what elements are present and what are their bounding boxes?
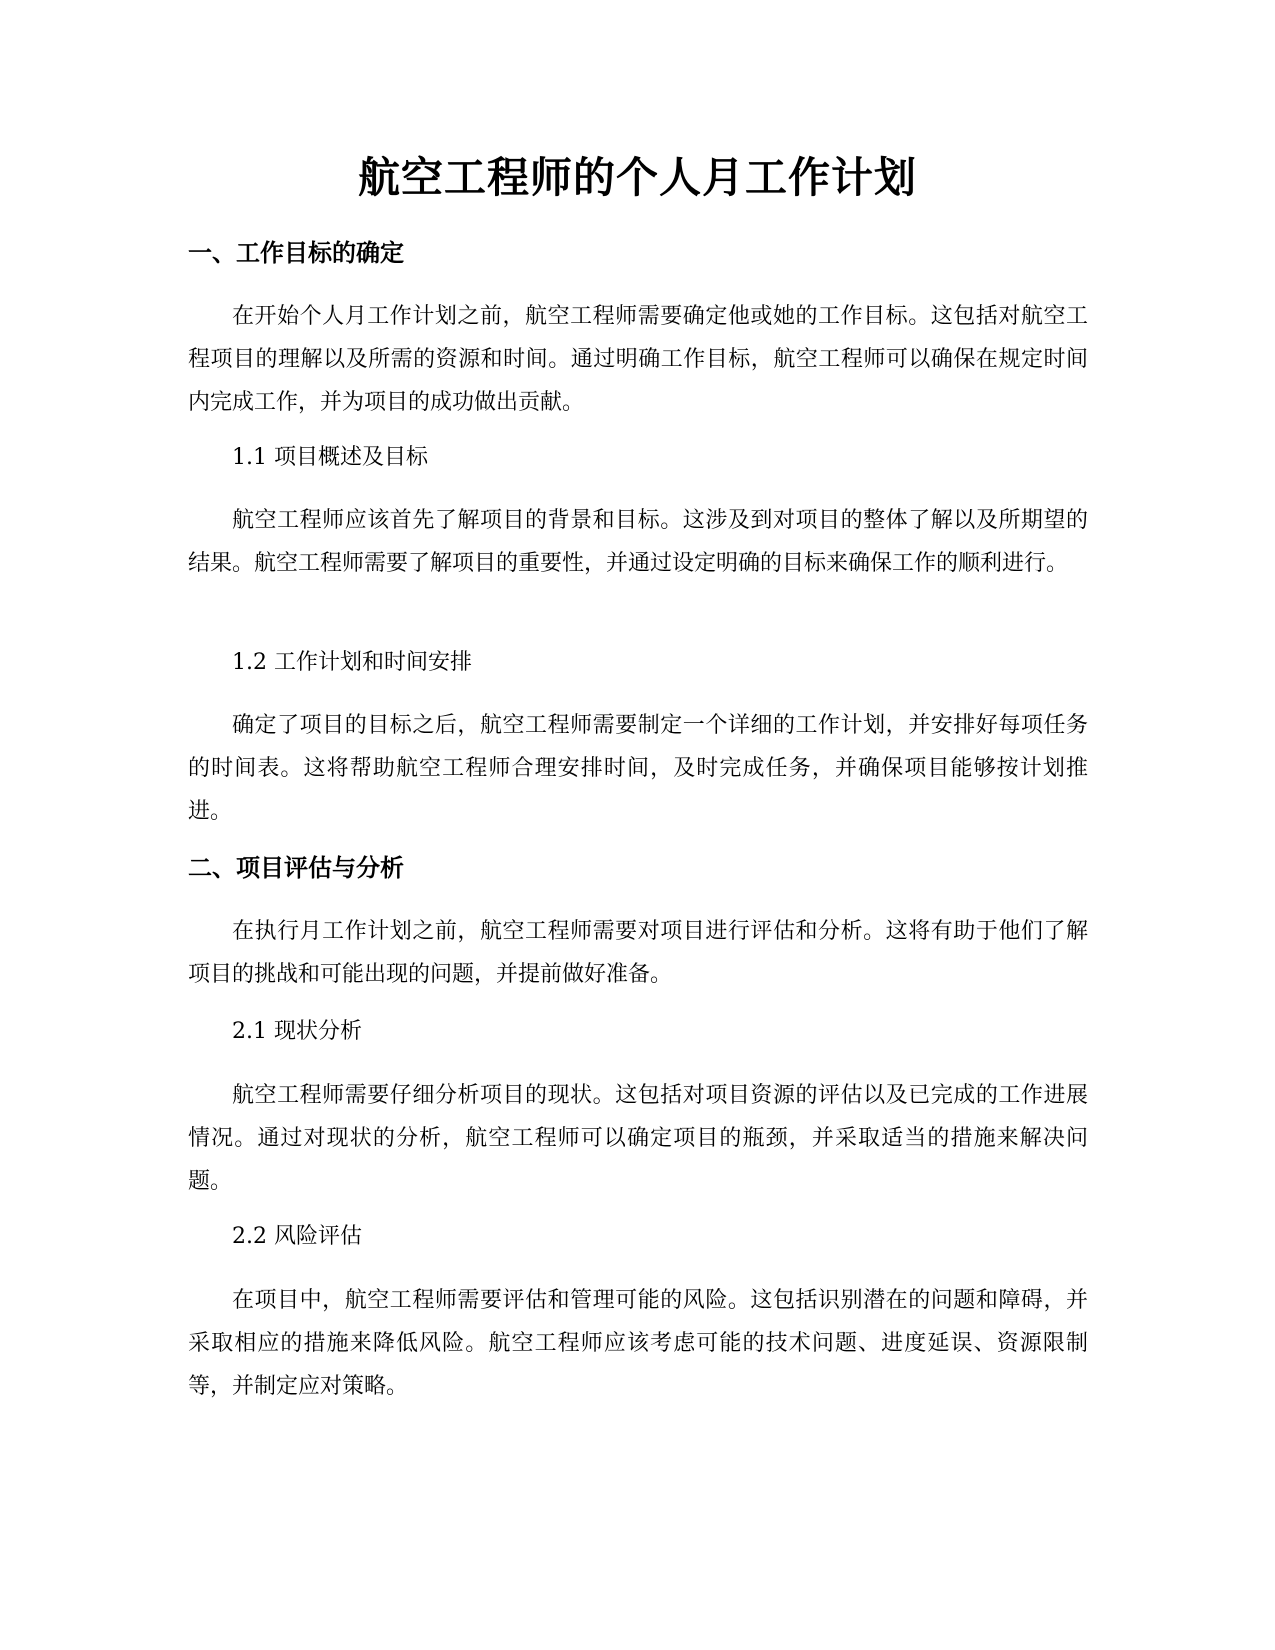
subsection-heading: 1.1 项目概述及目标: [232, 445, 428, 470]
section-intro-paragraph: 在执行月工作计划之前，航空工程师需要对项目进行评估和分析。这将有助于他们了解项目的挑战和可能出现的问题，并提前做好准备。: [188, 919, 1088, 987]
page-title: 航空工程师的个人月工作计划: [357, 153, 917, 202]
section-heading: 二、项目评估与分析: [188, 854, 404, 882]
subsection-paragraph: 确定了项目的目标之后，航空工程师需要制定一个详细的工作计划，并安排好每项任务的时间表。这将帮助航空工程师合理安排时间，及时完成任务，并确保项目能够按计划推进。: [188, 713, 1088, 824]
subsection-paragraph: 航空工程师需要仔细分析项目的现状。这包括对项目资源的评估以及已完成的工作进展情况。通过对现状的分析，航空工程师可以确定项目的瓶颈，并采取适当的措施来解决问题。: [188, 1083, 1088, 1194]
section-heading: 一、工作目标的确定: [188, 239, 404, 267]
subsection-paragraph: 航空工程师应该首先了解项目的背景和目标。这涉及到对项目的整体了解以及所期望的结果。航空工程师需要了解项目的重要性，并通过设定明确的目标来确保工作的顺利进行。: [188, 508, 1088, 576]
subsection-heading: 2.1 现状分析: [232, 1019, 362, 1044]
subsection-paragraph: 在项目中，航空工程师需要评估和管理可能的风险。这包括识别潜在的问题和障碍，并采取相应的措施来降低风险。航空工程师应该考虑可能的技术问题、进度延误、资源限制等，并制定应对策略。: [188, 1288, 1088, 1399]
subsection-heading: 2.2 风险评估: [232, 1224, 362, 1249]
section-intro-paragraph: 在开始个人月工作计划之前，航空工程师需要确定他或她的工作目标。这包括对航空工程项目的理解以及所需的资源和时间。通过明确工作目标，航空工程师可以确保在规定时间内完成工作，并为项目的成功做出贡献。: [188, 304, 1088, 415]
subsection-heading: 1.2 工作计划和时间安排: [232, 650, 472, 675]
